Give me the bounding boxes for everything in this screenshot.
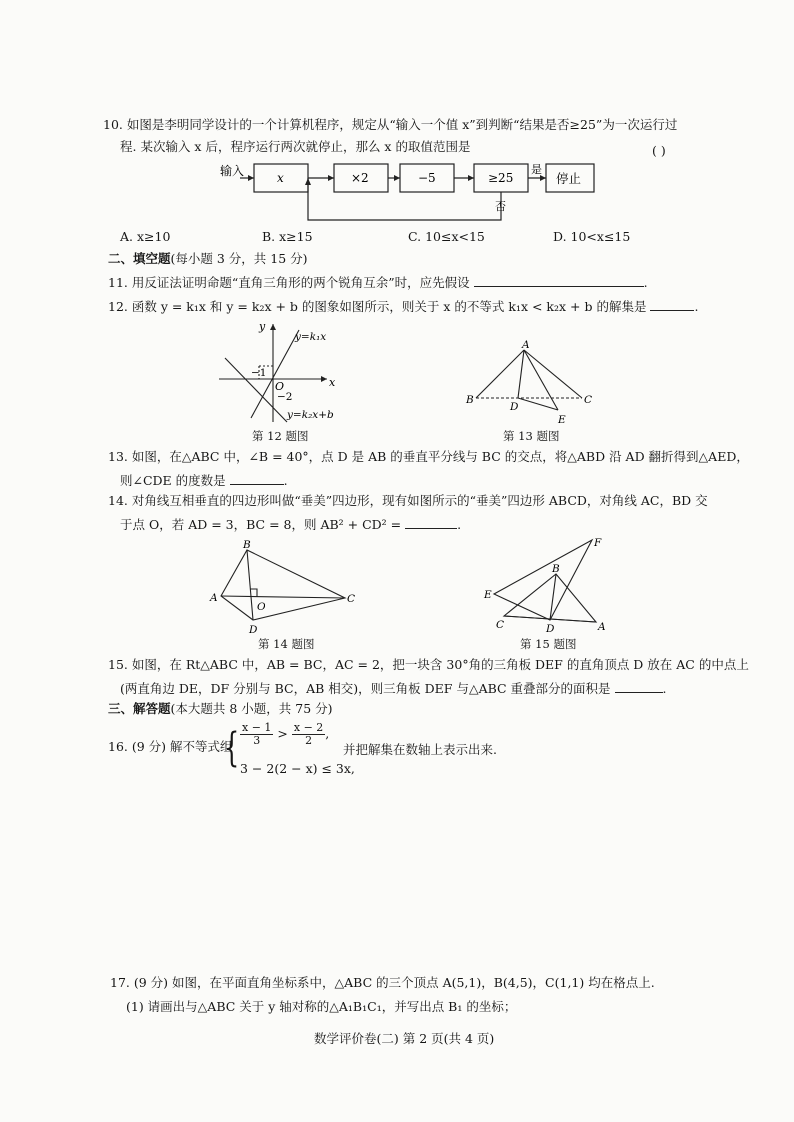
fig13-label-b: B xyxy=(466,394,474,406)
flow-input-label: 输入 xyxy=(220,164,245,178)
q15-line2-text: (两直角边 DE，DF 分别与 BC，AB 相交)，则三角板 DEF 与△ABC 重叠部分的面积是 xyxy=(120,681,611,696)
q11-answer-blank[interactable] xyxy=(474,272,644,287)
page-footer: 数学评价卷(二) 第 2 页(共 4 页) xyxy=(314,1031,495,1046)
q10-answer-paren: ( ) xyxy=(652,143,666,158)
fig14-label-b: B xyxy=(243,539,251,551)
fig14-label-c: C xyxy=(347,593,356,605)
section2-header xyxy=(108,250,308,268)
fig14-diag-ac xyxy=(221,596,345,598)
q16-comma: , xyxy=(325,726,330,741)
fig13-seg-ac xyxy=(524,350,582,398)
fig13-caption: 第 13 题图 xyxy=(503,429,560,443)
figure-14 xyxy=(205,538,365,636)
q10-option-b: B. x≥15 xyxy=(262,229,313,244)
q15-line1: 15. 如图，在 Rt△ABC 中，AB = BC，AC = 2，把一块含 30°角的三角板 DEF 的直角顶点 D 放在 AC 的中点上 xyxy=(108,657,749,672)
q17-line2: (1) 请画出与△ABC 关于 y 轴对称的△A₁B₁C₁，并写出点 B₁ 的坐标； xyxy=(126,999,517,1014)
fig13-label-e: E xyxy=(558,414,566,426)
q10-line2: 程. 某次输入 x 后，程序运行两次就停止，那么 x 的取值范围是 xyxy=(120,139,471,154)
q16-frac2 xyxy=(292,722,325,747)
q11-text: 11. 用反证法证明命题“直角三角形的两个锐角互余”时，应先假设 xyxy=(108,275,470,290)
q15-line2 xyxy=(120,678,667,698)
fig13-seg-ad xyxy=(518,350,524,398)
flow-minus5-label: −5 xyxy=(418,171,436,185)
fig12-line2-label: y=k₂x+b xyxy=(287,409,334,421)
flow-ge25-label: ≥25 xyxy=(488,171,514,185)
fig14-label-d: D xyxy=(249,624,258,636)
fig15-label-a: A xyxy=(598,621,606,633)
q12-line xyxy=(108,296,698,316)
fig15-label-b: B xyxy=(552,563,560,575)
q13-line2-text: 则∠CDE 的度数是 xyxy=(120,473,226,488)
q16-row1 xyxy=(240,722,329,747)
fig13-label-a: A xyxy=(522,339,530,351)
q10-line1: 10. 如图是李明同学设计的一个计算机程序，规定从“输入一个值 x”到判断“结果是否≥25”为一次运行过 xyxy=(103,117,678,132)
fig12-line1-label: y=k₁x xyxy=(295,331,327,343)
fig15-label-f: F xyxy=(594,537,602,549)
fig15-caption: 第 15 题图 xyxy=(520,637,577,651)
fig14-label-a: A xyxy=(210,592,218,604)
fig14-diag-bd xyxy=(247,550,253,620)
q13-line1: 13. 如图，在△ABC 中，∠B = 40°，点 D 是 AB 的垂直平分线与 BC 的交点，将△ABD 沿 AD 翻折得到△AED， xyxy=(108,449,749,464)
q16-frac1 xyxy=(240,722,273,747)
q12-end: . xyxy=(694,299,699,314)
section2-desc: (每小题 3 分，共 15 分) xyxy=(170,251,308,266)
section3-title: 三、解答题 xyxy=(108,701,171,716)
q12-text: 12. 函数 y = k₁x 和 y = k₂x + b 的图象如图所示，则关于 x 的不等式 k₁x < k₂x + b 的解集是 xyxy=(108,299,647,314)
fig12-x-label: x xyxy=(329,376,336,389)
fig13-label-c: C xyxy=(584,394,593,406)
figure-13 xyxy=(462,336,602,430)
q10-option-c: C. 10≤x<15 xyxy=(408,229,485,244)
fig14-caption: 第 14 题图 xyxy=(258,637,315,651)
figure-15 xyxy=(480,534,610,634)
section3-header xyxy=(108,700,333,718)
section2-title: 二、填空题 xyxy=(108,251,171,266)
fig12-origin-label: O xyxy=(275,380,285,393)
flow-times2-label: ×2 xyxy=(351,171,369,185)
q10-option-d: D. 10<x≤15 xyxy=(553,229,631,244)
fig15-label-c: C xyxy=(496,619,505,631)
q11-end: . xyxy=(643,275,648,290)
flow-stop-label: 停止 xyxy=(556,171,582,186)
fig15-label-e: E xyxy=(484,589,492,601)
q14-line2 xyxy=(120,514,461,534)
q17-line1: 17. (9 分) 如图，在平面直角坐标系中，△ABC 的三个顶点 A(5,1)，B(4,5)，C(1,1) 均在格点上. xyxy=(110,975,655,990)
q13-answer-blank[interactable] xyxy=(230,470,284,485)
q16-gt: > xyxy=(277,726,288,741)
q13-line2 xyxy=(120,470,288,490)
fig13-label-d: D xyxy=(510,401,519,413)
fig12-neg2-label: −2 xyxy=(277,391,293,403)
flow-no-label: 否 xyxy=(495,200,506,213)
fig13-seg-ab xyxy=(476,350,524,398)
fig12-neg1-label: −1 xyxy=(251,367,267,379)
q14-answer-blank[interactable] xyxy=(405,514,457,529)
fig15-label-d: D xyxy=(546,623,555,634)
q16-brace: { xyxy=(224,725,240,771)
fig15-triangle-def xyxy=(494,540,592,620)
section3-desc: (本大题共 8 小题，共 75 分) xyxy=(170,701,333,716)
q14-line2-text: 于点 O，若 AD = 3，BC = 8，则 AB² + CD² = xyxy=(120,517,402,532)
fig12-y-label: y xyxy=(259,320,266,333)
q16-prefix: 16. (9 分) 解不等式组 xyxy=(108,739,233,754)
fig14-label-o: O xyxy=(257,601,266,613)
q16-frac1-den: 3 xyxy=(253,734,261,747)
q16-suffix: 并把解集在数轴上表示出来. xyxy=(343,742,497,757)
q11-line xyxy=(108,272,648,292)
q12-answer-blank[interactable] xyxy=(650,296,694,311)
q15-answer-blank[interactable] xyxy=(615,678,663,693)
q15-end: . xyxy=(662,681,667,696)
q16-row2: 3 − 2(2 − x) ≤ 3x, xyxy=(240,761,355,776)
q14-line1: 14. 对角线互相垂直的四边形叫做“垂美”四边形，现有如图所示的“垂美”四边形 ABCD，对角线 AC，BD 交 xyxy=(108,493,708,508)
figure-12 xyxy=(215,318,345,426)
fig12-caption: 第 12 题图 xyxy=(252,429,309,443)
flow-yes-label: 是 xyxy=(531,163,542,176)
fig14-quadrilateral xyxy=(221,550,345,620)
q10-flowchart xyxy=(210,158,610,230)
flow-x-label: x xyxy=(277,171,284,185)
q10-option-a: A. x≥10 xyxy=(120,229,171,244)
q14-end: . xyxy=(457,517,462,532)
q13-end: . xyxy=(283,473,288,488)
q16-frac2-den: 2 xyxy=(305,734,313,747)
q16-frac1-num: x − 1 xyxy=(242,721,272,734)
q16-frac2-num: x − 2 xyxy=(293,721,324,734)
